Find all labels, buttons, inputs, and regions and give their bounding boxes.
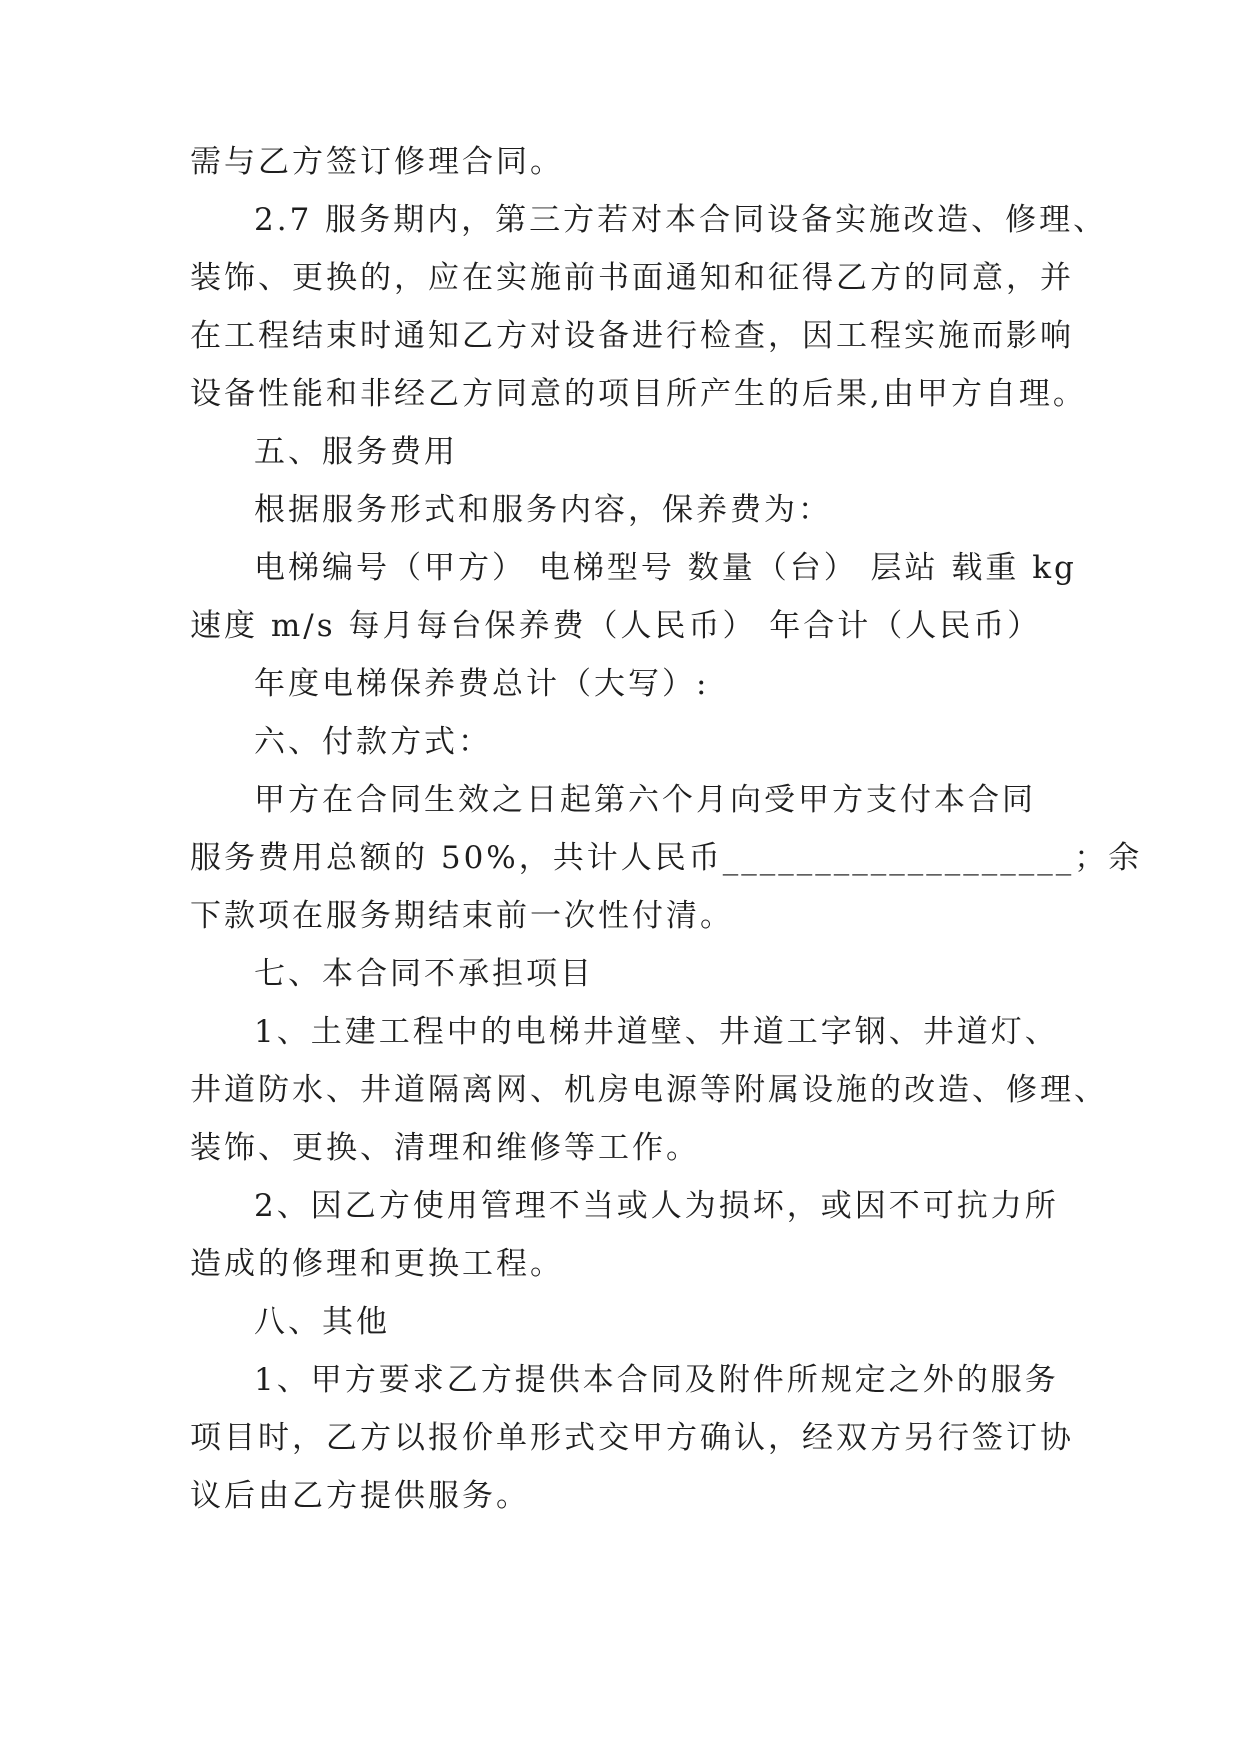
section-heading: 六、付款方式： [254,724,492,760]
text-line: 2、因乙方使用管理不当或人为损坏，或因不可抗力所 [254,1188,1059,1224]
section-heading: 五、服务费用 [254,434,458,470]
text-line: 电梯编号（甲方） 电梯型号 数量（台） 层站 载重 kg [254,550,1077,586]
text-line: 在工程结束时通知乙方对设备进行检查，因工程实施而影响 [190,318,1074,354]
text-line: 2.7 服务期内，第三方若对本合同设备实施改造、修理、 [254,202,1108,238]
text-line: 装饰、更换的，应在实施前书面通知和征得乙方的同意，并 [190,260,1074,296]
text-line: 年度电梯保养费总计（大写）: [254,666,710,702]
text-line: 服务费用总额的 50%，共计人民币___________________；余 [190,840,1143,876]
text-line: 1、甲方要求乙方提供本合同及附件所规定之外的服务 [254,1362,1059,1398]
text-line: 项目时，乙方以报价单形式交甲方确认，经双方另行签订协 [190,1420,1074,1456]
section-heading: 七、本合同不承担项目 [254,956,594,992]
text-line: 设备性能和非经乙方同意的项目所产生的后果,由甲方自理。 [190,376,1087,412]
text-line: 造成的修理和更换工程。 [190,1246,564,1282]
text-line: 装饰、更换、清理和维修等工作。 [190,1130,700,1166]
text-line: 速度 m/s 每月每台保养费（人民币） 年合计（人民币） [190,608,1042,644]
section-heading: 八、其他 [254,1304,390,1340]
text-line: 需与乙方签订修理合同。 [190,144,564,180]
text-line: 井道防水、井道隔离网、机房电源等附属设施的改造、修理、 [190,1072,1108,1108]
text-line: 甲方在合同生效之日起第六个月向受甲方支付本合同 [254,782,1036,818]
text-line: 议后由乙方提供服务。 [190,1478,530,1514]
text-line: 1、土建工程中的电梯井道壁、井道工字钢、井道灯、 [254,1014,1059,1050]
text-line: 根据服务形式和服务内容，保养费为： [254,492,832,528]
text-line: 下款项在服务期结束前一次性付清。 [190,898,734,934]
